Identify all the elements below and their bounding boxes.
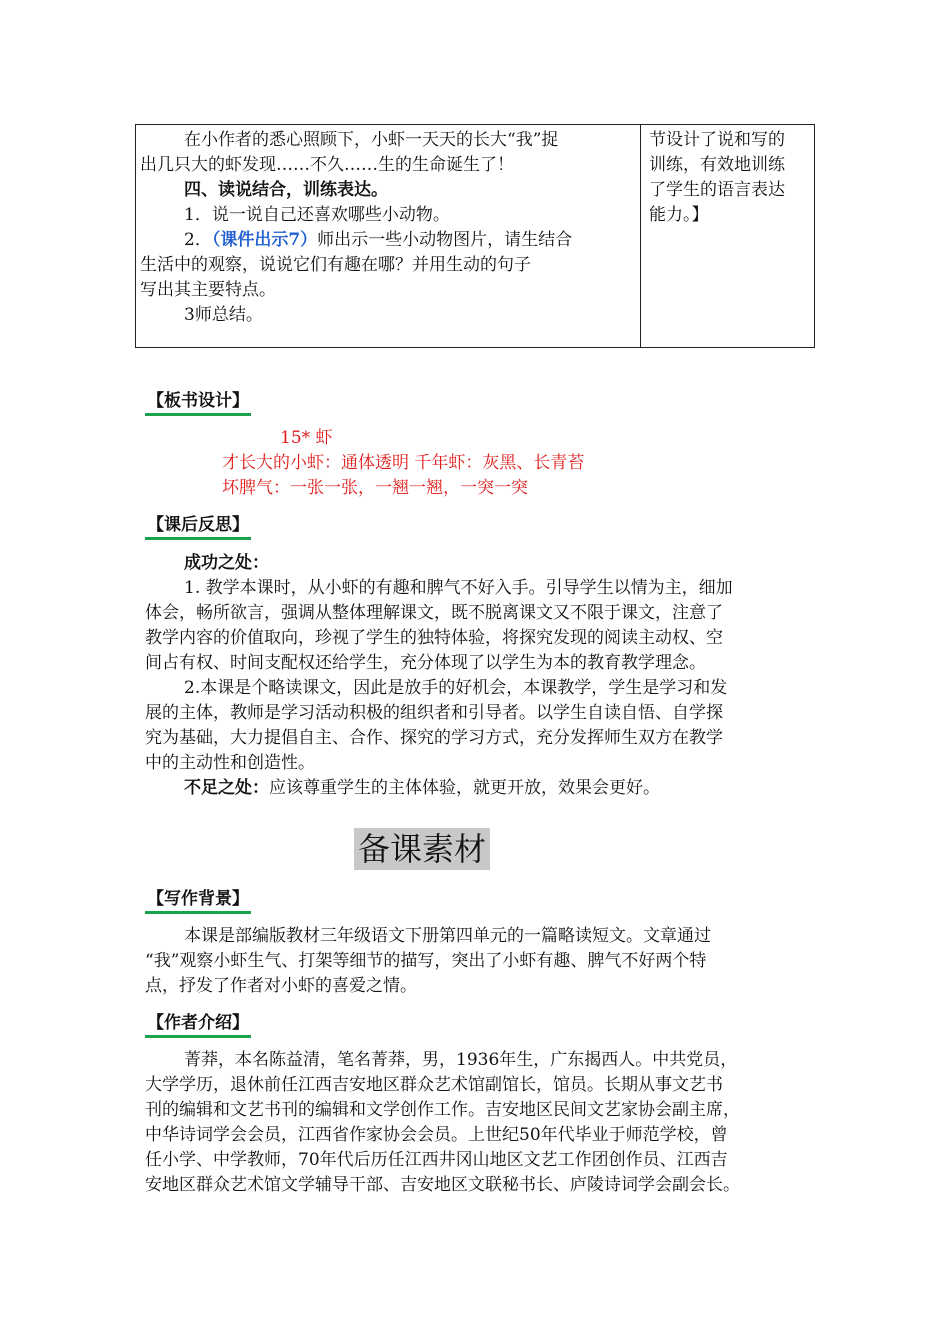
author-line: 安地区群众艺术馆文学辅导干部、吉安地区文联秘书长、庐陵诗词学会副会长。 <box>145 1175 740 1195</box>
reflection-line: 2.本课是个略读课文，因此是放手的好机会，本课教学，学生是学习和发 <box>184 678 728 698</box>
board-line: 坏脾气：一张一张，一翘一翘，一突一突 <box>222 478 528 498</box>
board-design-header: 【板书设计】 <box>145 390 251 416</box>
item-text: 师出示一些小动物图片，请生结合 <box>317 230 573 250</box>
shortcoming-text: 应该尊重学生的主体体验，就更开放，效果会更好。 <box>269 778 660 798</box>
table-line: 3师总结。 <box>184 305 263 325</box>
reflection-line: 间占有权、时间支配权还给学生，充分体现了以学生为本的教育教学理念。 <box>145 653 706 673</box>
reflection-header: 【课后反思】 <box>145 514 251 540</box>
success-label: 成功之处： <box>184 553 269 573</box>
reflection-line: 1. 教学本课时，从小虾的有趣和脾气不好入手。引导学生以情为主，细加 <box>184 578 733 598</box>
reflection-line: 中的主动性和创造性。 <box>145 753 315 773</box>
reflection-line: 究为基础，大力提倡自主、合作、探究的学习方式，充分发挥师生双方在教学 <box>145 728 723 748</box>
author-line: 大学学历，退休前任江西吉安地区群众艺术馆副馆长，馆员。长期从事文艺书 <box>145 1075 723 1095</box>
table-note-cell <box>641 125 814 347</box>
background-line: 本课是部编版教材三年级语文下册第四单元的一篇略读短文。文章通过 <box>184 926 711 946</box>
table-line: 出几只大的虾发现……不久……生的生命诞生了！ <box>140 155 514 175</box>
table-line: 在小作者的悉心照顾下，小虾一天天的长大“我”捉 <box>184 130 559 150</box>
table-line: 写出其主要特点。 <box>140 280 276 300</box>
author-line: 刊的编辑和文艺书刊的编辑和文学创作工作。吉安地区民间文艺家协会副主席， <box>145 1100 740 1120</box>
shortcoming-line <box>184 776 660 801</box>
lesson-table <box>135 124 815 348</box>
author-intro-header: 【作者介绍】 <box>145 1012 251 1038</box>
background-line: 点，抒发了作者对小虾的喜爱之情。 <box>145 976 417 996</box>
author-line: 菁莽，本名陈益清，笔名菁莽，男，1936年生，广东揭西人。中共党员， <box>184 1050 738 1070</box>
reflection-line: 展的主体，教师是学习活动积极的组织者和引导者。以学生自读自悟、自学探 <box>145 703 723 723</box>
table-line: 生活中的观察，说说它们有趣在哪？并用生动的句子 <box>140 255 531 275</box>
board-title: 15* 虾 <box>280 428 333 448</box>
item-number: 2． <box>184 230 212 250</box>
reflection-line: 教学内容的价值取向，珍视了学生的独特体验，将探究发现的阅读主动权、空 <box>145 628 723 648</box>
note-line: 了学生的语言表达 <box>649 180 785 200</box>
note-line: 节设计了说和写的 <box>649 130 785 150</box>
author-line: 中华诗词学会会员，江西省作家协会会员。上世纪50年代毕业于师范学校，曾 <box>145 1125 728 1145</box>
courseware-tag: （课件出示7） <box>211 230 318 250</box>
board-line: 才长大的小虾：通体透明 千年虾：灰黑、长青苔 <box>222 453 585 473</box>
table-line: 1．说一说自己还喜欢哪些小动物。 <box>184 205 450 225</box>
table-main-cell <box>136 125 641 347</box>
writing-background-header: 【写作背景】 <box>145 888 251 914</box>
table-line <box>184 228 572 253</box>
material-title: 备课素材 <box>354 828 490 870</box>
note-line: 训练，有效地训练 <box>649 155 785 175</box>
background-line: “我”观察小虾生气、打架等细节的描写，突出了小虾有趣、脾气不好两个特 <box>145 951 707 971</box>
note-line: 能力。】 <box>649 205 709 225</box>
reflection-line: 体会，畅所欲言，强调从整体理解课文，既不脱离课文又不限于课文，注意了 <box>145 603 723 623</box>
section-heading: 四、读说结合，训练表达。 <box>184 180 388 200</box>
shortcoming-label: 不足之处： <box>184 778 269 798</box>
author-line: 任小学、中学教师，70年代后历任江西井冈山地区文艺工作团创作员、江西吉 <box>145 1150 728 1170</box>
